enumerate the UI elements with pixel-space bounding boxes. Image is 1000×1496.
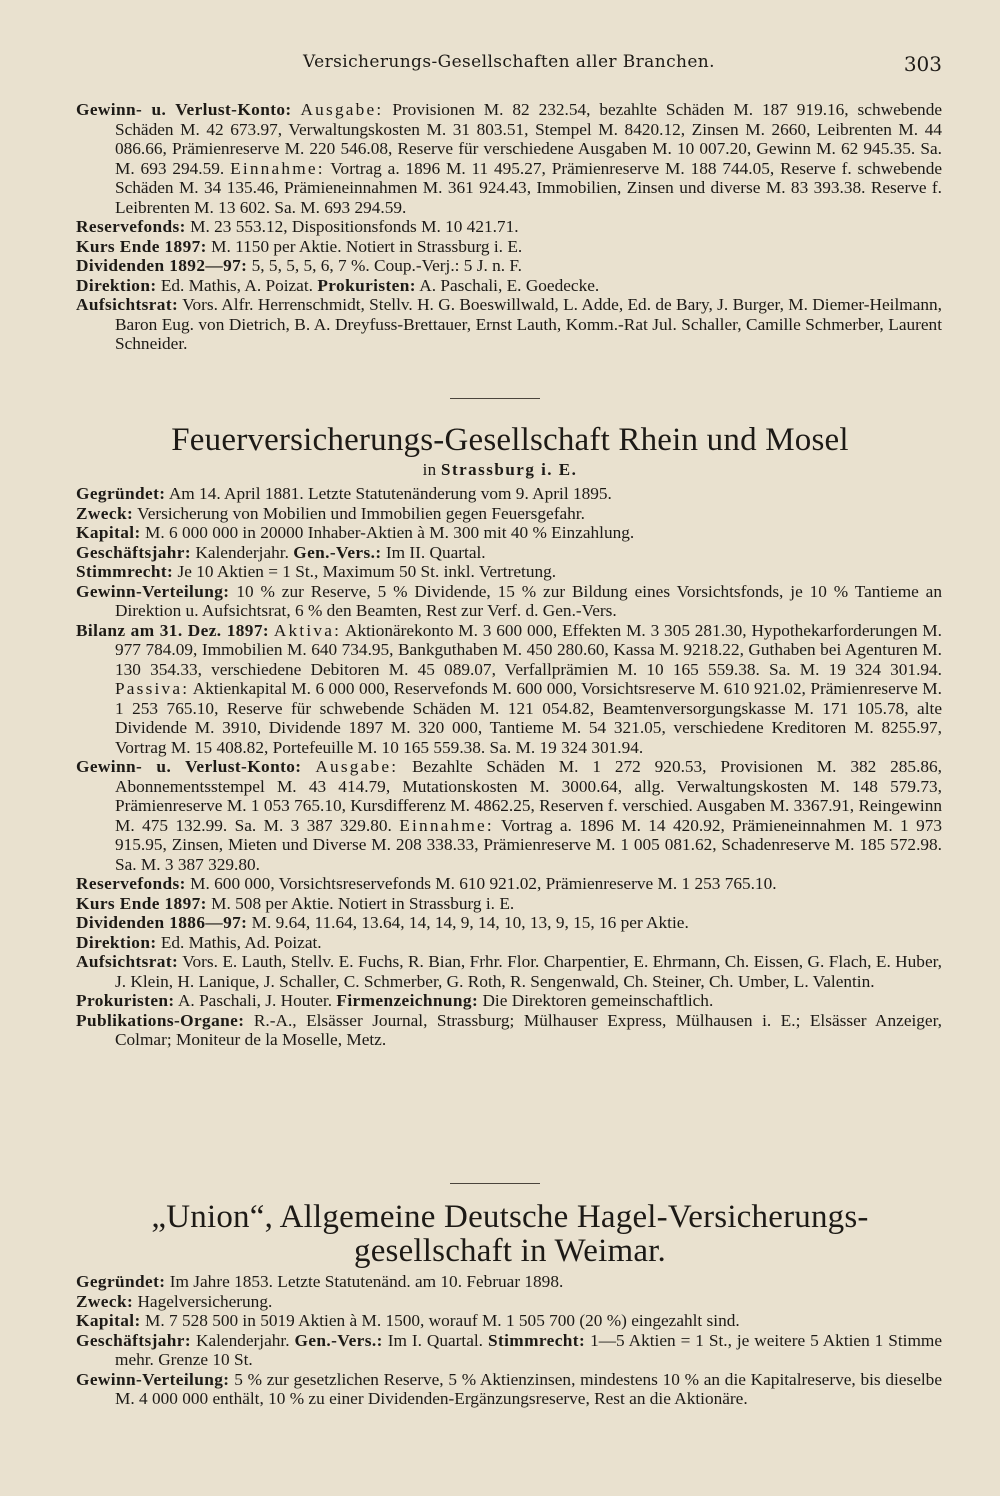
running-title: Versicherungs-Gesellschaften aller Branchen. (303, 52, 715, 72)
entry-gewinn-verteilung: Gewinn-Verteilung: 10 % zur Reserve, 5 % Dividende, 15 % zur Bildung eines Vorsichtsfonds, je 10 % Tantieme an Direktion u. Aufsichtsrat, 6 % den Beamten, Rest zur Verf. d. Gen.-Vers. (76, 581, 942, 620)
entry-gewinn-verteilung: Gewinn-Verteilung: 5 % zur gesetzlichen Reserve, 5 % Aktienzinsen, mindestens 10 % an die Kapitalreserve, bis dieselbe M. 4 000 000 enthält, 10 % zu einer Dividenden-Ergänzungsreserve, Rest an die Aktionäre. (76, 1369, 942, 1408)
company-title-union (60, 1200, 960, 1268)
entry-stimmrecht: Stimmrecht: Je 10 Aktien = 1 St., Maximum 50 St. inkl. Vertretung. (76, 562, 557, 581)
entry-gewinn-verlust: Gewinn- u. Verlust-Konto: Ausgabe: Provisionen M. 82 232.54, bezahlte Schäden M. 187 919.16, schwebende Schäden M. 42 673.97, Verwaltungskosten M. 31 803.51, Stempel M. 8420.12, Zinsen M. 2660, Leibrenten M. 44 086.66, Prämienreserve M. 220 546.08, Reserve für verschiedene Ausgaben M. 10 007.20, Gewinn M. 62 945.35. Sa. M. 693 294.59. Einnahme: Vortrag a. 1896 M. 11 495.27, Prämienreserve M. 188 744.05, Reserve f. schwebende Schäden M. 34 135.46, Prämieneinnahmen M. 361 924.43, Immobilien, Zinsen und diverse M. 83 393.38. Reserve f. Leibrenten M. 13 602. Sa. M. 693 294.59. (76, 100, 943, 217)
page-number: 303 (903, 52, 942, 76)
entry-gegruendet: Gegründet: Im Jahre 1853. Letzte Statutenänd. am 10. Februar 1898. (76, 1272, 564, 1291)
entry-bilanz: Bilanz am 31. Dez. 1897: Aktiva: Aktionärekonto M. 3 600 000, Effekten M. 3 305 281.30, Hypothekarforderungen M. 977 784.09, Immobilien M. 640 734.95, Bankguthaben M. 450 280.60, Kassa M. 9218.22, Guthaben bei Agenturen M. 130 354.33, verschiedene Debitoren M. 45 089.07, Verfallprämien M. 10 165 559.38. Sa. M. 19 324 301.94. Passiva: Aktienkapital M. 6 000 000, Reservefonds M. 600 000, Vorsichtsreserve M. 610 921.02, Prämienreserve M. 1 253 765.10, Reserve für schwebende Schäden M. 121 054.82, Beamtenversorgungskasse M. 171 105.78, alte Dividende M. 3910, Dividende 1897 M. 320 000, Tantieme M. 54 321.05, verschiedene Kreditoren M. 8255.97, Vortrag M. 15 408.82, Portefeuille M. 10 165 559.38. Sa. M. 19 324 301.94. (76, 620, 942, 757)
entry-direktion: Direktion: Ed. Mathis, A. Poizat. Prokuristen: A. Paschali, E. Goedecke. (76, 275, 600, 295)
separator-rule (450, 1183, 540, 1184)
company-title-line: „Union“, Allgemeine Deutsche Hagel-Versicherungs- (151, 1199, 869, 1235)
company-title-line: gesellschaft in Weimar. (354, 1233, 666, 1269)
entry-gewinn-verlust: Gewinn- u. Verlust-Konto: Ausgabe: Bezahlte Schäden M. 1 272 920.53, Provisionen M. 382 285.86, Abonnementsstempel M. 43 414.79, Mutationskosten M. 3000.64, allg. Verwaltungskosten M. 148 579.73, Prämienreserve M. 1 053 765.10, Kursdifferenz M. 4862.25, Reserven f. verschied. Ausgaben M. 3367.91, Reingewinn M. 475 132.99. Sa. M. 3 387 329.80. Einnahme: Vortrag a. 1896 M. 14 420.92, Prämieneinnahmen M. 1 973 915.95, Zinsen, Mieten und Diverse M. 208 338.33, Prämienreserve M. 1 005 081.62, Schadenreserve M. 185 572.98. Sa. M. 3 387 329.80. (76, 757, 942, 874)
entry-publikationsorgane: Publikations-Organe: R.-A., Elsässer Journal, Strassburg; Mülhauser Express, Mülhausen i. E.; Elsässer Anzeiger, Colmar; Moniteur de la Moselle, Metz. (76, 1010, 942, 1049)
entry-kapital: Kapital: M. 6 000 000 in 20000 Inhaber-Aktien à M. 300 mit 40 % Einzahlung. (76, 523, 635, 542)
entry-aufsichtsrat: Aufsichtsrat: Vors. E. Lauth, Stellv. E. Fuchs, R. Bian, Frhr. Flor. Charpentier, E. Ehrmann, Ch. Eissen, G. Flach, E. Huber, J. Klein, H. Lanique, J. Schaller, C. Schmerber, G. Roth, R. Sengenwald, Ch. Steiner, Ch. Umber, L. Valentin. (76, 952, 942, 991)
entry-dividenden: Dividenden 1892—97: 5, 5, 5, 5, 6, 7 %. Coup.-Verj.: 5 J. n. F. (76, 256, 522, 275)
entry-dividenden: Dividenden 1886—97: M. 9.64, 11.64, 13.64, 14, 14, 9, 14, 10, 13, 9, 15, 16 per Aktie. (76, 913, 689, 932)
company-title-rhein-mosel: Feuerversicherungs-Gesellschaft Rhein und Mosel (171, 422, 849, 458)
section-union (76, 1272, 942, 1409)
running-header (0, 52, 1000, 78)
section-rhein-mosel (76, 484, 942, 1050)
entry-gegruendet: Gegründet: Am 14. April 1881. Letzte Statutenänderung vom 9. April 1895. (76, 484, 612, 503)
entry-reservefonds: Reservefonds: M. 23 553.12, Dispositionsfonds M. 10 421.71. (76, 217, 519, 236)
entry-geschaeftsjahr: Geschäftsjahr: Kalenderjahr. Gen.-Vers.: Im II. Quartal. (76, 542, 486, 562)
entry-aufsichtsrat: Aufsichtsrat: Vors. Alfr. Herrenschmidt, Stellv. H. G. Boeswillwald, L. Adde, Ed. de Bary, J. Burger, M. Diemer-Heilmann, Baron Eug. von Dietrich, B. A. Dreyfuss-Brettauer, Ernst Lauth, Komm.-Rat Jul. Schaller, Camille Schmerber, Laurent Schneider. (76, 295, 942, 353)
entry-geschaeftsjahr: Geschäftsjahr: Kalenderjahr. Gen.-Vers.: Im I. Quartal. Stimmrecht: 1—5 Aktien = 1 St., je weitere 5 Aktien 1 Stimme mehr. Grenze 10 St. (76, 1330, 943, 1369)
entry-kapital: Kapital: M. 7 528 500 in 5019 Aktien à M. 1500, worauf M. 1 505 700 (20 %) eingezahlt sind. (76, 1311, 740, 1330)
entry-zweck: Zweck: Versicherung von Mobilien und Immobilien gegen Feuersgefahr. (76, 503, 585, 523)
section-continuation (76, 100, 942, 354)
company-place: in Strassburg i. E. (422, 460, 578, 479)
entry-reservefonds: Reservefonds: M. 600 000, Vorsichtsreservefonds M. 610 921.02, Prämienreserve M. 1 253 765.10. (76, 874, 777, 893)
entry-prokuristen: Prokuristen: A. Paschali, J. Houter. Firmenzeichnung: Die Direktoren gemeinschaftlich. (76, 991, 714, 1010)
entry-kurs: Kurs Ende 1897: M. 508 per Aktie. Notiert in Strassburg i. E. (76, 893, 515, 913)
separator-rule (450, 398, 540, 399)
entry-direktion: Direktion: Ed. Mathis, Ad. Poizat. (76, 932, 322, 952)
entry-kurs: Kurs Ende 1897: M. 1150 per Aktie. Notiert in Strassburg i. E. (76, 236, 523, 256)
entry-zweck: Zweck: Hagelversicherung. (76, 1291, 273, 1311)
